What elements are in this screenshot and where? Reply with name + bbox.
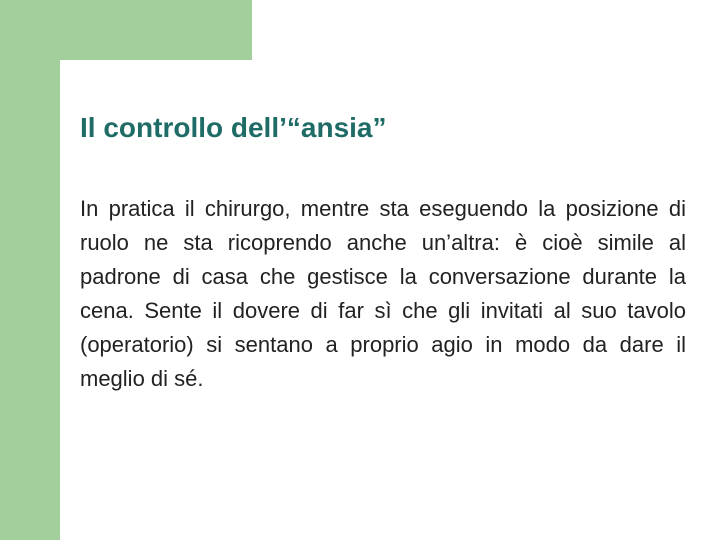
decorative-green-sidebar xyxy=(0,0,60,540)
slide-title: Il controllo dell’“ansia” xyxy=(80,112,387,143)
decorative-rounded-corner xyxy=(60,60,100,100)
decorative-green-topbar xyxy=(0,0,252,60)
slide-body-text: In pratica il chirurgo, mentre sta eseguendo la posizione di ruolo ne sta ricoprendo anche un’altra: è cioè simile al padrone di casa che gestisce la conversazione durante la cena. Sente il dovere di far sì che gli invitati al suo tavolo (operatorio) si sentano a proprio agio in modo da dare il meglio di sé. xyxy=(80,196,686,391)
